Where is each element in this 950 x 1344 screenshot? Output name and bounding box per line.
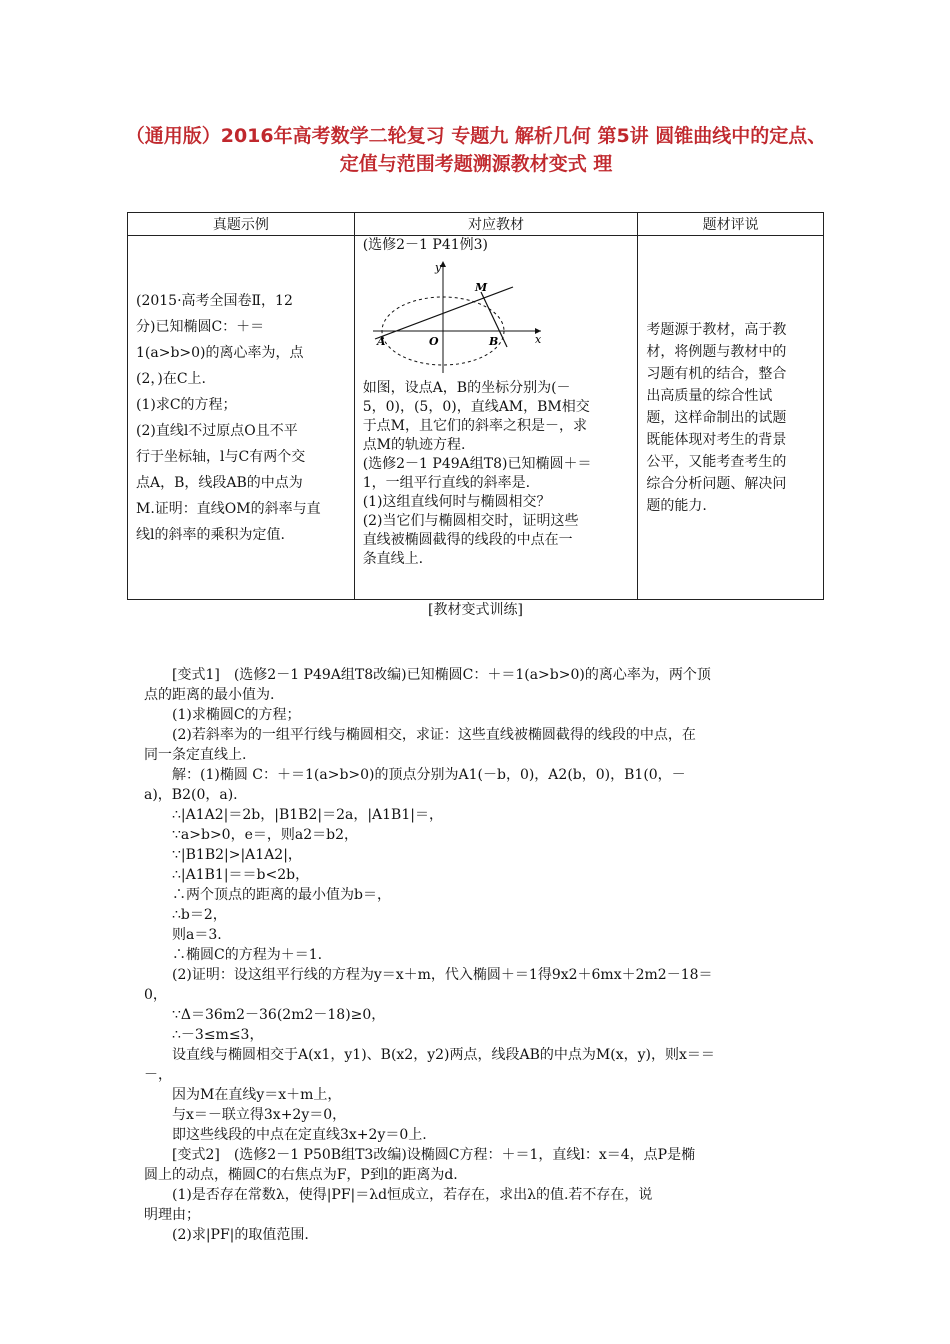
body-line: 设直线与椭圆相交于A(x1，y1)、B(x2，y2)两点，线段AB的中点为M(x，y)，则x＝＝ [172, 1047, 715, 1063]
label-x: x [534, 333, 541, 346]
textbook-line: (1)这组直线何时与椭圆相交？ [362, 494, 551, 510]
real-example-cell [128, 236, 355, 600]
body-line: ∴|A1A2|＝2b，|B1B2|＝2a，|A1B1|＝， [172, 807, 443, 823]
label-m: M [474, 281, 487, 294]
exercise-body [144, 665, 809, 1245]
commentary-line: 既能体现对考生的背景 [646, 431, 787, 448]
body-line: 明理由； [144, 1207, 200, 1223]
body-line: 同一条定直线上. [144, 747, 247, 763]
textbook-cell [354, 236, 638, 600]
real-example-line: 1(a>b>0)的离心率为，点 [136, 344, 304, 361]
real-example-line: 点A，B，线段AB的中点为 [136, 474, 303, 491]
textbook-line: (选修2－1 P49A组T8)已知椭圆＋＝ [362, 456, 592, 472]
body-line: ∴|A1B1|＝＝b<2b， [172, 867, 310, 883]
body-line: ∴椭圆C的方程为＋＝1. [172, 947, 323, 963]
body-line: 解：(1)椭圆 C：＋＝1(a>b>0)的顶点分别为A1(－b，0)，A2(b，0)，B1(0，－ [172, 767, 686, 783]
document-title: （通用版）2016年高考数学二轮复习 专题九 解析几何 第5讲 圆锥曲线中的定点、定值与范围考题溯源教材变式 理 [125, 125, 827, 175]
real-example-line: 分)已知椭圆C：＋＝ [136, 318, 265, 335]
commentary-line: 习题有机的结合，整合 [646, 365, 787, 382]
textbook-line: (2)当它们与椭圆相交时，证明这些 [362, 513, 579, 529]
body-line: ∵|B1B2|>|A1A2|， [172, 847, 302, 863]
body-line: 因为M在直线y＝x＋m上， [172, 1087, 342, 1103]
commentary-cell [638, 236, 824, 600]
body-line: 点的距离的最小值为. [144, 687, 275, 703]
table-content-row [128, 236, 824, 600]
body-line: 0， [144, 987, 167, 1003]
label-b: B [488, 335, 498, 348]
body-line: 与x＝－联立得3x+2y＝0， [172, 1107, 347, 1123]
body-line: (2)证明：设这组平行线的方程为y＝x＋m，代入椭圆＋＝1得9x2＋6mx＋2m2－18＝ [172, 967, 713, 983]
real-example-text [136, 288, 346, 548]
commentary-text [646, 319, 815, 517]
label-a: A [376, 335, 386, 348]
table-header-row [128, 213, 824, 236]
ellipse-figure [363, 257, 543, 375]
body-line: (2)若斜率为的一组平行线与椭圆相交，求证：这些直线被椭圆截得的线段的中点，在 [172, 727, 696, 743]
body-line: ∴两个顶点的距离的最小值为b＝， [172, 887, 391, 903]
body-line: [变式1] (选修2－1 P49A组T8改编)已知椭圆C：＋＝1(a>b>0)的离心率为，两个顶 [172, 667, 711, 683]
textbook-line: 5，0)，(5，0)，直线AM，BM相交 [362, 399, 590, 415]
commentary-line: 综合分析问题、解决问 [646, 475, 787, 492]
body-line: 即这些线段的中点在定直线3x+2y＝0上. [172, 1127, 427, 1143]
textbook-line: 直线被椭圆截得的线段的中点在一 [362, 532, 573, 548]
commentary-line: 题，这样命制出的试题 [646, 409, 787, 426]
textbook-line: 点M的轨迹方程. [362, 437, 466, 453]
textbook-line: 1，一组平行直线的斜率是. [362, 475, 531, 491]
body-line: (1)求椭圆C的方程； [172, 707, 301, 723]
body-line: 圆上的动点，椭圆C的右焦点为F，P到l的距离为d. [144, 1167, 458, 1183]
textbook-reference: (选修2－1 P41例3) [362, 237, 489, 253]
header-commentary: 题材评说 [638, 213, 824, 236]
real-example-line: M.证明：直线OM的斜率与直 [136, 500, 321, 517]
body-line: (1)是否存在常数λ，使得|PF|＝λd恒成立，若存在，求出λ的值.若不存在，说 [172, 1187, 653, 1203]
real-example-line: (2)直线l不过原点O且不平 [136, 422, 298, 439]
textbook-text [363, 379, 630, 569]
section-label: [教材变式训练] [428, 602, 523, 618]
comparison-table [127, 212, 824, 600]
real-example-line: (2015·高考全国卷Ⅱ，12 [136, 292, 293, 309]
commentary-line: 材，将例题与教材中的 [646, 343, 787, 360]
commentary-line: 公平，又能考查考生的 [646, 453, 787, 470]
body-line: ∴－3≤m≤3， [172, 1027, 264, 1043]
real-example-line: 线l的斜率的乘积为定值. [136, 526, 285, 543]
body-line: [变式2] (选修2－1 P50B组T3改编)设椭圆C方程：＋＝1，直线l：x＝4，点P是椭 [172, 1147, 696, 1163]
body-line: －， [144, 1067, 172, 1083]
real-example-line: (1)求C的方程； [136, 396, 237, 413]
textbook-line: 条直线上. [362, 551, 424, 567]
real-example-line: (2，)在C上. [136, 370, 206, 387]
label-y: y [434, 261, 441, 274]
body-line: ∴b＝2， [172, 907, 227, 923]
label-o: O [428, 335, 439, 348]
header-textbook: 对应教材 [354, 213, 638, 236]
body-line: 则a＝3. [172, 927, 222, 943]
body-line: (2)求|PF|的取值范围. [172, 1227, 309, 1243]
body-line: a)，B2(0，a). [144, 787, 238, 803]
commentary-line: 考题源于教材，高于教 [646, 321, 787, 338]
commentary-line: 题的能力. [646, 497, 707, 514]
textbook-line: 于点M，且它们的斜率之积是－，求 [362, 418, 588, 434]
body-line: ∵a>b>0，e＝，则a2＝b2， [172, 827, 358, 843]
real-example-line: 行于坐标轴，l与C有两个交 [136, 448, 306, 465]
header-real-example: 真题示例 [128, 213, 355, 236]
body-line: ∵Δ＝36m2－36(2m2－18)≥0， [172, 1007, 386, 1023]
commentary-line: 出高质量的综合性试 [646, 387, 773, 404]
textbook-line: 如图，设点A，B的坐标分别为(－ [362, 380, 571, 396]
